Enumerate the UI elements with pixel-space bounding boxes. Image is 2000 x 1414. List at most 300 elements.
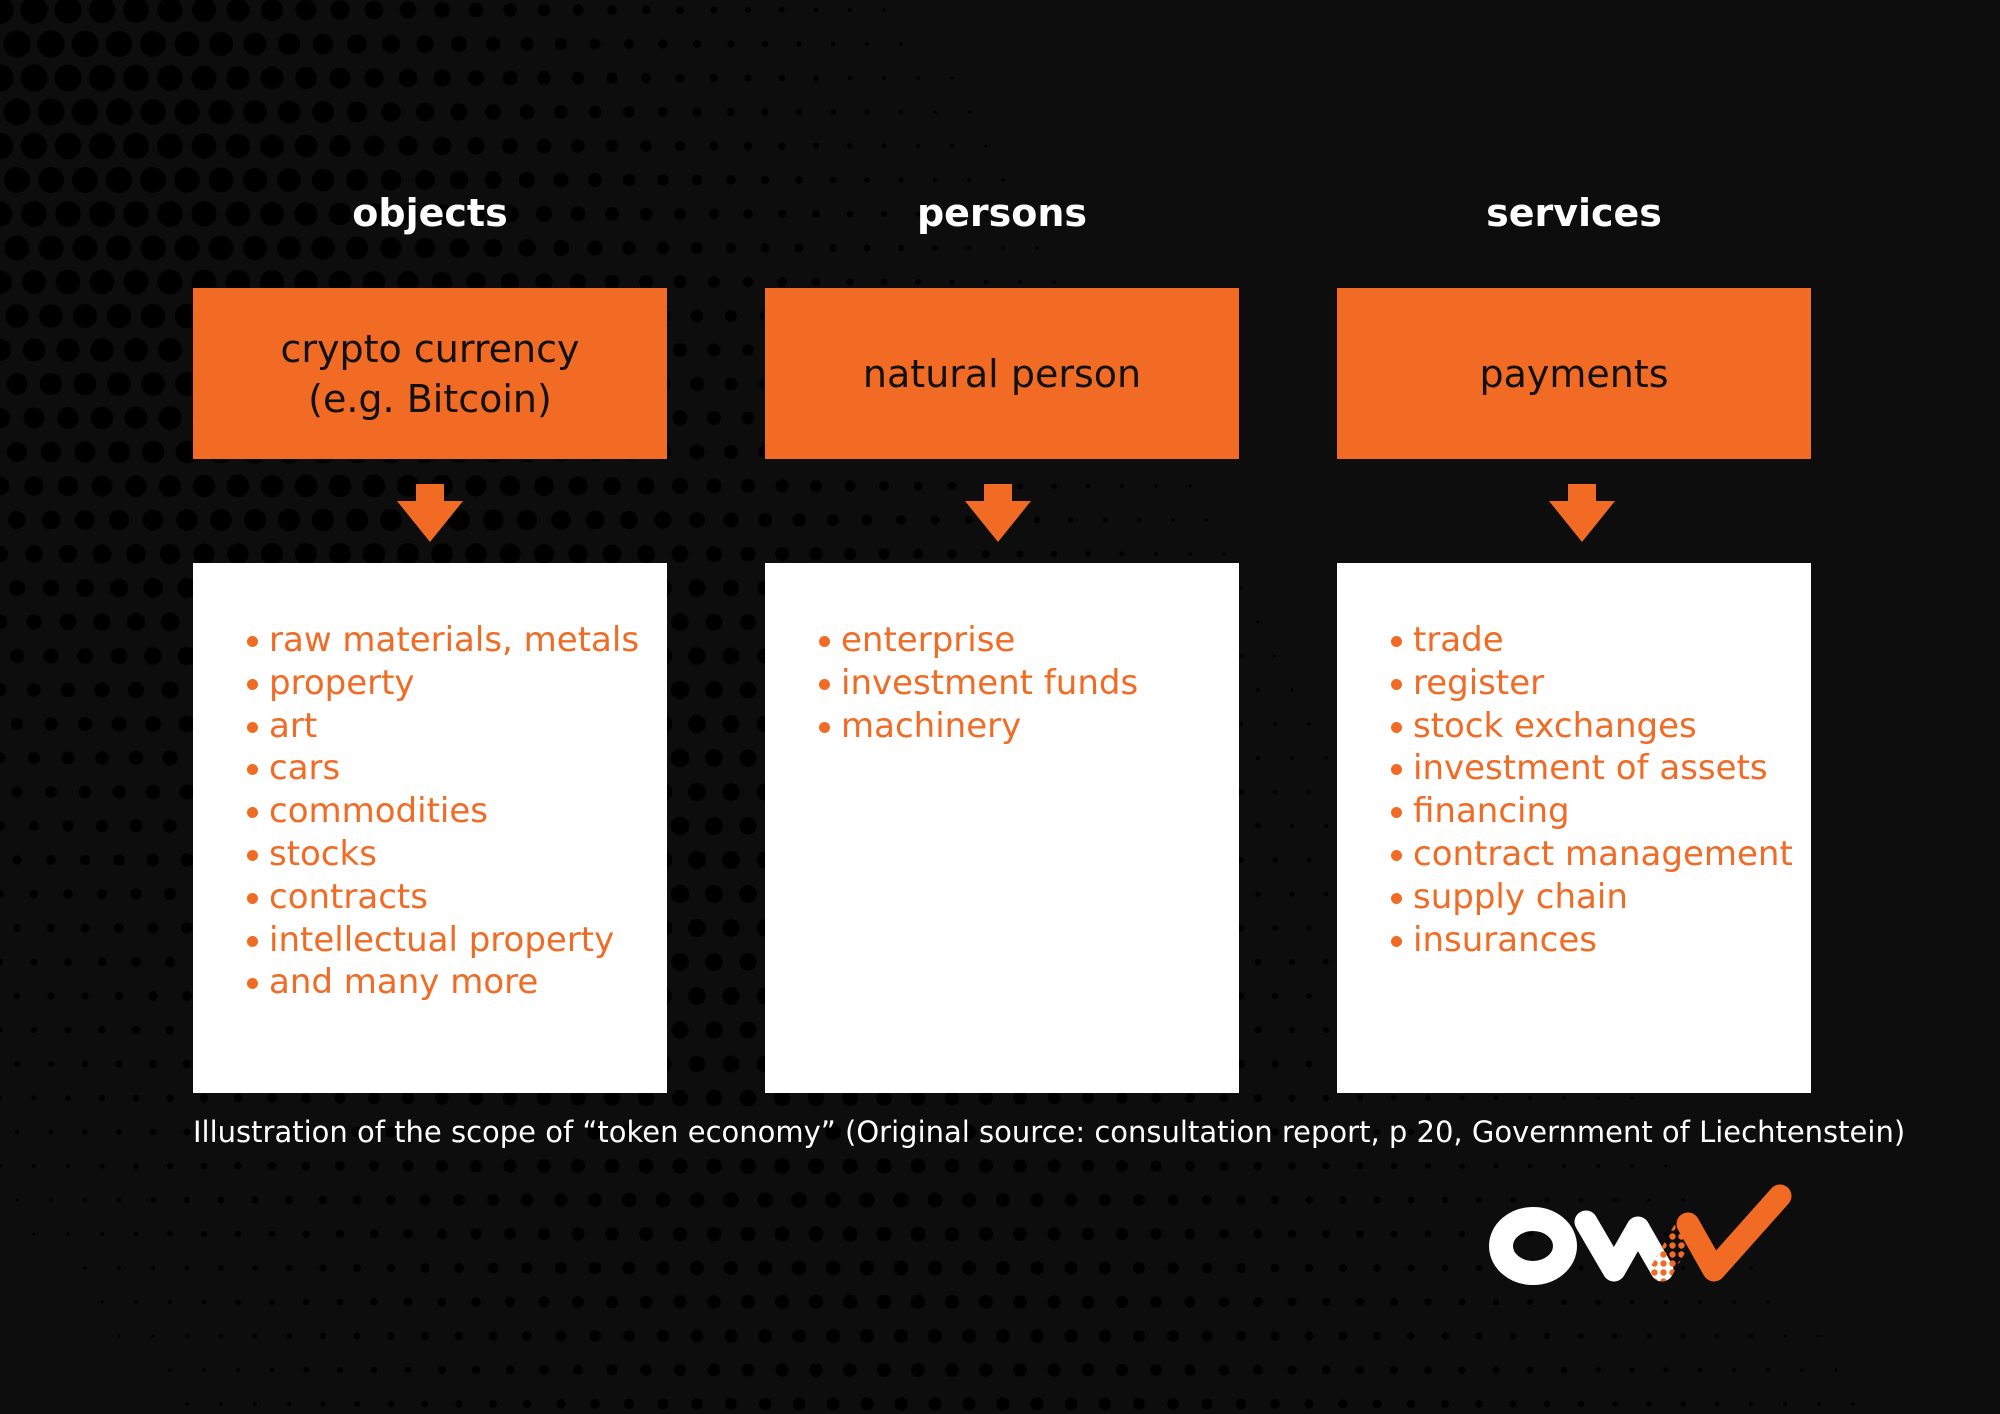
background-dot (826, 1261, 841, 1276)
background-dot (454, 1263, 464, 1273)
background-dot (705, 749, 723, 767)
background-dot (962, 1329, 976, 1343)
background-dot (1390, 1230, 1397, 1237)
background-dot (8, 511, 26, 529)
background-dot (185, 1402, 188, 1405)
background-dot (1373, 1264, 1381, 1272)
background-dot (402, 1160, 413, 1171)
background-dot (1527, 1299, 1533, 1305)
background-dot (125, 407, 148, 430)
background-dot (268, 1162, 276, 1170)
background-dot (0, 64, 14, 91)
background-dot (743, 209, 752, 218)
background-dot (55, 0, 82, 24)
background-dot (775, 1227, 790, 1242)
background-dot (145, 716, 161, 732)
background-dot (996, 1329, 1010, 1343)
background-dot (1272, 857, 1277, 862)
background-dot (387, 1332, 394, 1339)
background-dot (167, 1163, 173, 1169)
background-dot (1800, 1368, 1803, 1371)
background-dot (1150, 1364, 1162, 1376)
background-dot (1256, 756, 1260, 760)
background-dot (287, 1402, 292, 1407)
background-dot (218, 1265, 223, 1270)
background-dot (1013, 1227, 1027, 1241)
background-dot (1528, 1164, 1533, 1169)
background-dot (30, 890, 39, 899)
list-item (817, 662, 1239, 705)
background-dot (911, 1159, 926, 1174)
background-dot (253, 1334, 258, 1339)
background-dot (605, 1227, 618, 1240)
background-dot (1818, 1335, 1821, 1338)
background-dot (1630, 1164, 1634, 1168)
background-dot (1013, 1363, 1026, 1376)
bullet-icon (1391, 636, 1402, 647)
background-dot (1030, 1397, 1043, 1410)
background-dot (1408, 1197, 1415, 1204)
background-dot (722, 783, 740, 801)
background-dot (168, 1300, 172, 1304)
background-dot (1133, 1262, 1145, 1274)
background-dot (689, 580, 706, 597)
background-dot (1680, 1401, 1685, 1406)
background-dot (80, 923, 89, 932)
figure-caption: Illustration of the scope of “token economy” (Original source: consultation report, p 20, Government of Liechtenstein) (193, 1115, 1906, 1149)
background-dot (1323, 959, 1328, 964)
bullet-list (193, 563, 667, 1004)
list-item-label: commodities (269, 791, 488, 832)
background-dot (48, 1061, 54, 1067)
background-dot (28, 752, 40, 764)
background-dot (1493, 1163, 1498, 1168)
background-dot (1270, 1331, 1279, 1340)
background-dot (1013, 1159, 1027, 1173)
background-dot (45, 786, 56, 797)
background-dot (5, 236, 30, 261)
background-dot (132, 1026, 140, 1034)
background-dot (1356, 1366, 1365, 1375)
background-dot (1202, 1399, 1213, 1410)
list-item (1389, 619, 1811, 662)
background-dot (911, 1363, 925, 1377)
background-dot (5, 304, 28, 327)
background-dot (1239, 586, 1242, 589)
background-dot (1219, 1229, 1229, 1239)
background-dot (1783, 1334, 1786, 1337)
background-dot (66, 1232, 70, 1236)
background-dot (1459, 1299, 1466, 1306)
background-dot (286, 1265, 293, 1272)
background-dot (1305, 1196, 1313, 1204)
column-title-objects: objects (352, 191, 508, 235)
background-dot (1510, 1333, 1517, 1340)
background-dot (775, 1363, 788, 1376)
background-dot (688, 919, 706, 937)
background-dot (141, 304, 166, 329)
background-dot (370, 1298, 378, 1306)
list-item-label: register (1413, 662, 1545, 703)
background-dot (504, 1228, 516, 1240)
background-dot (61, 683, 76, 698)
background-dot (140, 31, 166, 57)
header-line: (e.g. Bitcoin) (308, 376, 552, 421)
background-dot (671, 817, 689, 835)
background-dot (422, 1401, 429, 1408)
background-dot (1013, 1295, 1027, 1309)
background-dot (1219, 1365, 1230, 1376)
background-dot (741, 1227, 756, 1242)
background-dot (472, 1366, 480, 1374)
background-dot (623, 1330, 635, 1342)
background-dot (1647, 1334, 1652, 1339)
background-dot (125, 475, 146, 496)
background-dot (270, 1368, 275, 1373)
background-dot (1254, 1094, 1262, 1102)
background-dot (1339, 1332, 1348, 1341)
background-dot (1236, 1399, 1246, 1409)
background-dot (741, 479, 755, 493)
background-dot (1749, 1334, 1753, 1338)
background-dot (12, 787, 23, 798)
background-dot (149, 1060, 157, 1068)
background-dot (555, 1262, 567, 1274)
background-dot (1288, 1162, 1296, 1170)
background-dot (55, 201, 81, 227)
background-dot (183, 1128, 190, 1135)
background-dot (1595, 1367, 1601, 1373)
background-dot (55, 133, 81, 159)
background-dot (726, 175, 735, 184)
background-dot (1664, 1300, 1668, 1304)
background-dot (141, 372, 165, 396)
background-dot (722, 987, 739, 1004)
header-box-persons (765, 288, 1239, 459)
background-dot (26, 614, 41, 629)
bullet-icon (247, 764, 258, 775)
background-dot (692, 107, 701, 116)
background-dot (1766, 1368, 1770, 1372)
background-dot (184, 1197, 190, 1203)
background-dot (979, 1227, 993, 1241)
background-dot (47, 924, 55, 932)
background-dot (116, 1129, 122, 1135)
background-dot (521, 1194, 534, 1207)
header-line: payments (1479, 351, 1669, 396)
background-dot (711, 7, 718, 14)
background-dot (724, 445, 738, 459)
bullet-icon (1391, 722, 1402, 733)
background-dot (945, 1295, 959, 1309)
background-dot (253, 1402, 257, 1406)
background-dot (252, 1265, 258, 1271)
background-dot (79, 786, 91, 798)
background-dot (1766, 1300, 1769, 1303)
list-item (245, 833, 667, 876)
background-dot (89, 0, 115, 23)
list-item-label: stock exchanges (1413, 705, 1697, 746)
background-dot (1082, 1364, 1095, 1377)
background-dot (894, 1397, 907, 1410)
background-dot (148, 923, 159, 934)
background-dot (162, 750, 177, 765)
background-dot (758, 1329, 772, 1343)
background-dot (758, 1261, 773, 1276)
background-dot (1167, 1262, 1178, 1273)
background-dot (726, 243, 737, 254)
background-dot (1289, 891, 1294, 896)
background-dot (1834, 1368, 1837, 1371)
background-dot (455, 1332, 464, 1341)
background-dot (56, 338, 79, 361)
background-dot (741, 1295, 755, 1309)
background-dot (403, 1229, 413, 1239)
list-item (245, 747, 667, 790)
background-dot (705, 681, 722, 698)
background-dot (1082, 1296, 1095, 1309)
background-dot (808, 1226, 823, 1241)
background-dot (46, 855, 56, 865)
background-dot (1065, 1262, 1078, 1275)
background-dot (455, 1400, 462, 1407)
background-dot (671, 953, 689, 971)
background-dot (80, 855, 91, 866)
background-dot (808, 1158, 824, 1174)
background-dot (73, 304, 97, 328)
background-dot (1290, 688, 1293, 691)
background-dot (56, 270, 81, 295)
background-dot (1304, 1399, 1313, 1408)
background-dot (1288, 1230, 1296, 1238)
background-dot (928, 1329, 942, 1343)
background-dot (523, 1400, 532, 1409)
background-dot (759, 1398, 771, 1410)
background-dot (124, 338, 148, 362)
background-dot (109, 510, 129, 530)
background-dot (1290, 756, 1294, 760)
background-dot (607, 1365, 618, 1376)
background-dot (64, 958, 72, 966)
background-dot (9, 580, 25, 596)
background-dot (688, 851, 706, 869)
down-arrow-icon (397, 484, 463, 542)
background-dot (1664, 1368, 1669, 1373)
background-dot (303, 1367, 308, 1372)
background-dot (112, 717, 127, 732)
background-dot (160, 544, 180, 564)
background-dot (1424, 1366, 1432, 1374)
background-dot (1307, 858, 1312, 863)
background-dot (285, 1196, 293, 1204)
bullet-icon (1391, 893, 1402, 904)
background-dot (691, 1398, 703, 1410)
background-dot (708, 1364, 720, 1376)
background-dot (1629, 1367, 1634, 1372)
background-dot (1476, 1333, 1483, 1340)
background-dot (657, 1330, 669, 1342)
background-dot (539, 1297, 550, 1308)
background-dot (1339, 1400, 1348, 1409)
background-dot (20, 0, 47, 24)
background-dot (0, 615, 7, 630)
background-dot (1150, 1228, 1161, 1239)
background-dot (4, 99, 31, 126)
oww-logo-icon (1488, 1178, 1814, 1288)
background-dot (20, 64, 47, 91)
background-dot (72, 167, 98, 193)
background-dot (728, 41, 735, 48)
background-dot (95, 751, 109, 765)
background-dot (127, 613, 145, 631)
background-dot (1236, 1263, 1246, 1273)
background-dot (605, 1159, 620, 1174)
background-dot (1441, 1400, 1449, 1408)
background-dot (387, 1264, 396, 1273)
background-dot (63, 889, 72, 898)
background-dot (110, 579, 129, 598)
background-dot (124, 270, 149, 295)
background-dot (742, 344, 754, 356)
background-dot (739, 885, 757, 903)
list-item (1389, 747, 1811, 790)
background-dot (98, 958, 107, 967)
background-dot (707, 479, 722, 494)
background-dot (688, 715, 706, 733)
background-dot (1305, 1264, 1313, 1272)
background-dot (123, 133, 149, 159)
background-dot (640, 1364, 651, 1375)
background-dot (354, 1333, 361, 1340)
background-dot (76, 579, 94, 597)
background-dot (556, 1399, 565, 1408)
background-dot (640, 1296, 653, 1309)
list-item-label: investment of assets (1413, 748, 1768, 789)
list-item-label: intellectual property (269, 919, 615, 960)
background-dot (144, 647, 162, 665)
background-dot (671, 681, 689, 699)
background-dot (107, 304, 131, 328)
background-dot (38, 99, 65, 126)
background-dot (572, 1228, 585, 1241)
background-dot (57, 407, 79, 429)
background-dot (164, 888, 176, 900)
background-dot (471, 1229, 482, 1240)
list-item (245, 619, 667, 662)
background-dot (723, 1056, 740, 1073)
background-dot (202, 1368, 206, 1372)
background-dot (709, 209, 719, 219)
background-dot (1339, 1264, 1347, 1272)
column-services (1337, 0, 1811, 1100)
background-dot (488, 1263, 499, 1274)
background-dot (1322, 1298, 1330, 1306)
background-dot (945, 1227, 960, 1242)
background-dot (1612, 1333, 1617, 1338)
background-dot (82, 1061, 88, 1067)
background-dot (672, 410, 687, 425)
list-item-label: investment funds (841, 662, 1139, 703)
background-dot (1442, 1265, 1449, 1272)
column-title-services: services (1486, 191, 1662, 235)
background-dot (928, 1193, 943, 1208)
background-dot (1373, 1332, 1381, 1340)
background-dot (1255, 959, 1262, 966)
background-dot (4, 167, 30, 193)
column-persons (765, 0, 1239, 1100)
background-dot (32, 1232, 35, 1235)
background-dot (671, 1021, 688, 1038)
background-dot (1817, 1402, 1821, 1406)
background-dot (671, 613, 689, 631)
background-dot (1442, 1197, 1448, 1203)
background-dot (44, 649, 59, 664)
background-dot (996, 1397, 1009, 1410)
background-dot (453, 1194, 464, 1205)
background-dot (689, 1056, 706, 1073)
background-dot (672, 1158, 687, 1173)
background-dot (130, 888, 141, 899)
background-dot (675, 141, 685, 151)
background-dot (1493, 1299, 1499, 1305)
background-dot (66, 1164, 70, 1168)
background-dot (1324, 892, 1329, 897)
background-dot (554, 1193, 567, 1206)
background-dot (302, 1162, 311, 1171)
background-dot (286, 1333, 292, 1339)
background-dot (0, 959, 3, 966)
background-dot (236, 1368, 240, 1372)
background-dot (792, 1261, 807, 1276)
background-dot (100, 1232, 104, 1236)
background-dot (1272, 925, 1278, 931)
background-dot (877, 1363, 891, 1377)
header-line: natural person (862, 351, 1142, 396)
background-dot (725, 310, 737, 322)
background-dot (589, 1262, 602, 1275)
background-dot (42, 511, 61, 530)
background-dot (354, 1401, 360, 1407)
background-dot (1715, 1334, 1719, 1338)
bullet-icon (1391, 764, 1402, 775)
background-dot (1099, 1262, 1111, 1274)
background-dot (111, 648, 128, 665)
background-dot (470, 1160, 483, 1173)
background-dot (1236, 1195, 1245, 1204)
background-dot (404, 1298, 412, 1306)
background-dot (337, 1367, 343, 1373)
background-dot (488, 1331, 497, 1340)
background-dot (521, 1262, 532, 1273)
background-dot (142, 441, 164, 463)
background-dot (72, 99, 99, 126)
background-dot (436, 1160, 448, 1172)
background-dot (182, 991, 192, 1001)
background-dot (1322, 1162, 1329, 1169)
bullet-icon (1391, 807, 1402, 818)
background-dot (158, 0, 183, 23)
background-dot (1324, 824, 1328, 828)
background-dot (49, 1130, 54, 1135)
background-dot (100, 1164, 105, 1169)
list-item-label: stocks (269, 833, 377, 874)
background-dot (1307, 722, 1310, 725)
list-item-label: property (269, 662, 415, 703)
bullet-list (1337, 563, 1811, 961)
background-dot (893, 1192, 908, 1207)
background-dot (82, 1129, 87, 1134)
background-dot (1509, 1400, 1516, 1407)
